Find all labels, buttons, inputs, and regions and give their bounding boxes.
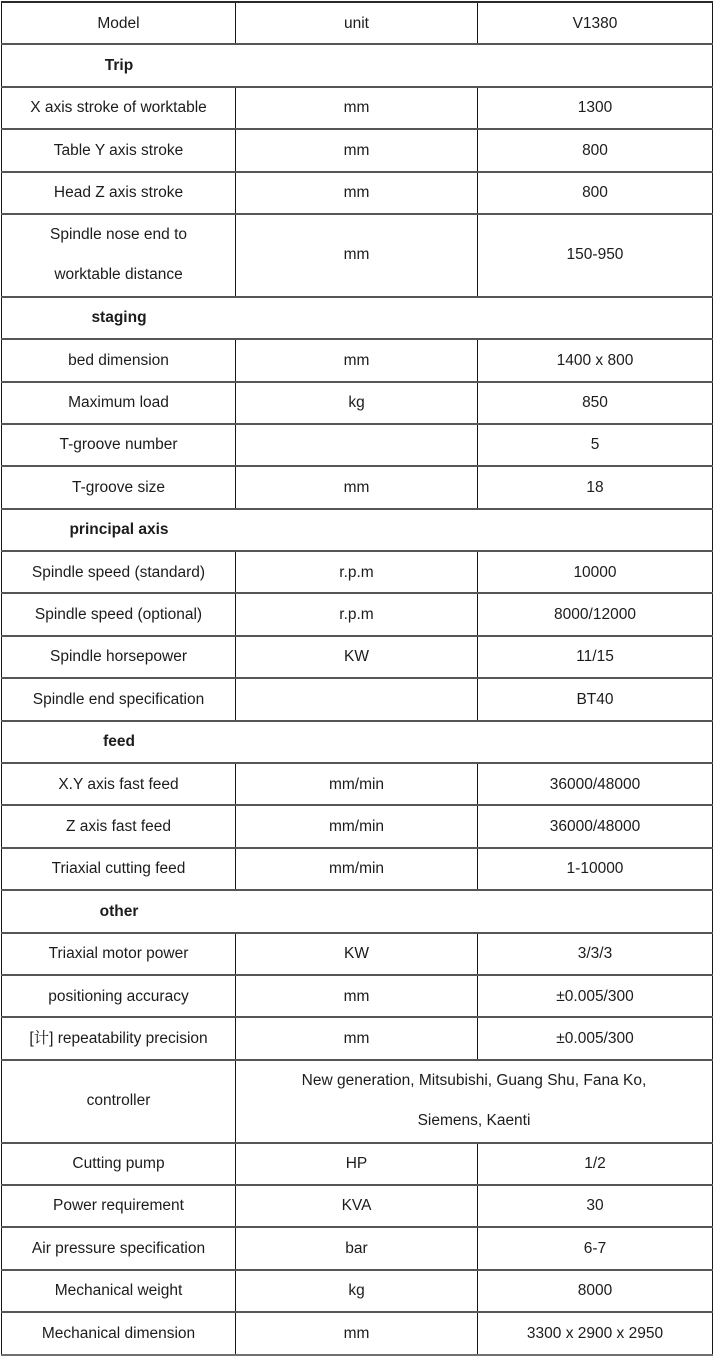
spec-label: Mechanical weight (54, 1282, 183, 1300)
spec-label: [计] repeatability precision (29, 1029, 208, 1047)
spec-label-cell (2, 848, 236, 890)
spec-unit: mm (343, 141, 370, 159)
spec-value-cell (478, 1312, 713, 1354)
spec-unit-cell (236, 87, 478, 129)
spec-value-cell (478, 593, 713, 635)
spec-label-cell (2, 382, 236, 424)
spec-value: 30 (586, 1197, 604, 1215)
spec-value: 800 (582, 184, 608, 202)
spec-value: 6-7 (583, 1239, 607, 1257)
spec-label-cell (2, 805, 236, 847)
spec-unit-cell (236, 382, 478, 424)
spec-value: ±0.005/300 (556, 987, 634, 1005)
section-cell (2, 721, 713, 763)
section-title: principal axis (69, 521, 169, 539)
spec-unit: mm (343, 1029, 370, 1047)
table-row-controller (2, 1060, 713, 1143)
spec-unit: mm (343, 99, 370, 117)
spec-unit: mm (343, 478, 370, 496)
table-row (2, 1143, 713, 1185)
spec-unit: kg (348, 1282, 365, 1300)
spec-unit-cell (236, 848, 478, 890)
spec-label-cell (2, 466, 236, 508)
spec-value: 1/2 (584, 1155, 606, 1173)
spec-unit: KW (344, 648, 369, 666)
specification-table (1, 1, 713, 1356)
spec-unit: mm/min (328, 817, 385, 835)
spec-unit-cell (236, 636, 478, 678)
spec-value: 11/15 (576, 648, 614, 666)
spec-unit: r.p.m (339, 605, 374, 623)
spec-value-cell (478, 1270, 713, 1312)
table-row (2, 1017, 713, 1059)
table-header-row (2, 2, 713, 44)
spec-value-cell (478, 172, 713, 214)
spec-label-cell (2, 933, 236, 975)
spec-unit-cell (236, 172, 478, 214)
spec-label-cell (2, 593, 236, 635)
spec-value-cell (478, 975, 713, 1017)
spec-value-cell (478, 87, 713, 129)
spec-unit-cell (236, 763, 478, 805)
spec-value-cell (478, 1227, 713, 1269)
spec-label: Spindle speed (optional) (34, 605, 203, 623)
spec-value-cell (478, 636, 713, 678)
spec-label: Power requirement (53, 1197, 184, 1215)
spec-label-cell (2, 678, 236, 720)
spec-unit: mm (343, 246, 370, 264)
section-cell (2, 44, 713, 86)
spec-label-cell (2, 975, 236, 1017)
spec-unit-cell (236, 933, 478, 975)
spec-value-cell (478, 848, 713, 890)
spec-unit-cell (236, 129, 478, 171)
section-cell (2, 297, 713, 339)
spec-label-cell (2, 1060, 236, 1143)
table-row (2, 763, 713, 805)
spec-label: Spindle nose end to worktable distance (49, 226, 188, 284)
spec-label-cell (2, 214, 236, 297)
spec-label: Air pressure specification (31, 1239, 206, 1257)
spec-unit: HP (345, 1155, 368, 1173)
spec-label: T-groove size (71, 478, 166, 496)
spec-label: Mechanical dimension (41, 1324, 196, 1342)
spec-value: 8000/12000 (554, 605, 636, 623)
section-row-other (2, 890, 713, 932)
section-cell (2, 509, 713, 551)
spec-value-cell (478, 466, 713, 508)
section-title: staging (91, 309, 147, 327)
header-model-cell (2, 2, 236, 44)
table-row (2, 593, 713, 635)
spec-value: 5 (590, 436, 600, 454)
table-row (2, 466, 713, 508)
spec-label-cell (2, 1185, 236, 1227)
header-value-cell (478, 2, 713, 44)
spec-value: ±0.005/300 (556, 1029, 634, 1047)
section-row-principal-axis (2, 509, 713, 551)
header-model-value: V1380 (572, 14, 618, 32)
table-row (2, 424, 713, 466)
table-row (2, 1270, 713, 1312)
table-row (2, 805, 713, 847)
spec-label-cell (2, 1312, 236, 1354)
spec-value-cell (478, 805, 713, 847)
spec-value: 800 (582, 141, 608, 159)
spec-unit-cell (236, 1227, 478, 1269)
spec-unit-cell (236, 1270, 478, 1312)
table-row (2, 87, 713, 129)
spec-label-cell (2, 1270, 236, 1312)
spec-value-cell (478, 424, 713, 466)
spec-unit: mm/min (328, 860, 385, 878)
table-row (2, 1227, 713, 1269)
spec-unit: mm/min (328, 775, 385, 793)
spec-value: 1300 (577, 99, 613, 117)
spec-value-cell (478, 933, 713, 975)
spec-unit-cell (236, 424, 478, 466)
spec-unit-cell (236, 1312, 478, 1354)
spec-unit: kg (348, 394, 365, 412)
spec-unit-cell (236, 214, 478, 297)
section-cell (2, 890, 713, 932)
table-row (2, 382, 713, 424)
spec-label: Table Y axis stroke (53, 141, 184, 159)
spec-label: controller (86, 1092, 151, 1110)
spec-value: 3300 x 2900 x 2950 (526, 1324, 664, 1342)
spec-label-cell (2, 172, 236, 214)
spec-unit-cell (236, 593, 478, 635)
spec-value-cell (478, 763, 713, 805)
spec-label-cell (2, 339, 236, 381)
spec-value: 150-950 (566, 246, 624, 264)
spec-value: 3/3/3 (577, 945, 613, 963)
header-model-label: Model (97, 14, 140, 32)
spec-value: New generation, Mitsubishi, Guang Shu, Fana Ko, Siemens, Kaenti (301, 1072, 647, 1130)
spec-unit-cell (236, 551, 478, 593)
header-unit-cell (236, 2, 478, 44)
spec-label: Z axis fast feed (65, 817, 172, 835)
spec-label-cell (2, 424, 236, 466)
table-row (2, 678, 713, 720)
spec-value: 18 (586, 478, 604, 496)
table-row (2, 551, 713, 593)
table-row (2, 214, 713, 297)
spec-unit: r.p.m (339, 563, 374, 581)
spec-label: Cutting pump (72, 1155, 165, 1173)
spec-unit: mm (343, 351, 370, 369)
table-row (2, 636, 713, 678)
spec-unit-cell (236, 1143, 478, 1185)
table-row (2, 1312, 713, 1354)
spec-value: 1400 x 800 (556, 351, 634, 369)
spec-unit: mm (343, 184, 370, 202)
spec-label: Spindle speed (standard) (31, 563, 206, 581)
spec-unit: bar (345, 1239, 368, 1257)
table-row (2, 848, 713, 890)
spec-value: 36000/48000 (549, 775, 641, 793)
table-row (2, 129, 713, 171)
spec-value-cell (478, 1017, 713, 1059)
spec-label-cell (2, 87, 236, 129)
spec-value: 8000 (577, 1282, 613, 1300)
spec-label: bed dimension (68, 351, 169, 369)
spec-value-cell (478, 129, 713, 171)
table-row (2, 933, 713, 975)
spec-value-cell (478, 339, 713, 381)
spec-unit-cell (236, 466, 478, 508)
spec-value-cell (236, 1060, 713, 1143)
spec-value-cell (478, 382, 713, 424)
section-row-feed (2, 721, 713, 763)
spec-label-cell (2, 1227, 236, 1269)
spec-label: Triaxial motor power (48, 945, 189, 963)
spec-label: T-groove number (59, 436, 178, 454)
spec-label-cell (2, 1017, 236, 1059)
spec-label: Spindle horsepower (49, 648, 187, 666)
spec-unit: mm (343, 1324, 370, 1342)
spec-value-cell (478, 678, 713, 720)
table-row (2, 975, 713, 1017)
spec-unit-cell (236, 1017, 478, 1059)
spec-unit: KW (344, 945, 369, 963)
spec-label: X.Y axis fast feed (58, 775, 179, 793)
spec-unit: KVA (341, 1197, 372, 1215)
spec-value: BT40 (576, 690, 614, 708)
spec-value-cell (478, 551, 713, 593)
spec-value: 10000 (573, 563, 617, 581)
table-row (2, 339, 713, 381)
section-title: Trip (104, 56, 134, 74)
table-row (2, 172, 713, 214)
spec-unit-cell (236, 805, 478, 847)
section-title: other (99, 902, 139, 920)
section-row-trip (2, 44, 713, 86)
spec-label: Spindle end specification (32, 690, 205, 708)
spec-value: 850 (582, 394, 608, 412)
spec-label: Triaxial cutting feed (51, 860, 186, 878)
spec-label: positioning accuracy (48, 987, 189, 1005)
spec-unit-cell (236, 975, 478, 1017)
spec-label: Head Z axis stroke (53, 184, 184, 202)
spec-unit-cell (236, 339, 478, 381)
spec-value-cell (478, 1185, 713, 1227)
spec-value-cell (478, 214, 713, 297)
section-title: feed (103, 733, 135, 751)
spec-label-cell (2, 763, 236, 805)
spec-value: 36000/48000 (549, 817, 641, 835)
header-unit-label: unit (344, 14, 369, 32)
spec-value-cell (478, 1143, 713, 1185)
spec-unit-cell (236, 1185, 478, 1227)
section-row-staging (2, 297, 713, 339)
spec-value: 1-10000 (566, 860, 624, 878)
spec-label: X axis stroke of worktable (30, 99, 207, 117)
spec-label-cell (2, 636, 236, 678)
spec-unit: mm (343, 987, 370, 1005)
spec-label-cell (2, 129, 236, 171)
spec-unit-cell (236, 678, 478, 720)
spec-label: Maximum load (68, 394, 169, 412)
table-row (2, 1185, 713, 1227)
spec-label-cell (2, 1143, 236, 1185)
spec-label-cell (2, 551, 236, 593)
